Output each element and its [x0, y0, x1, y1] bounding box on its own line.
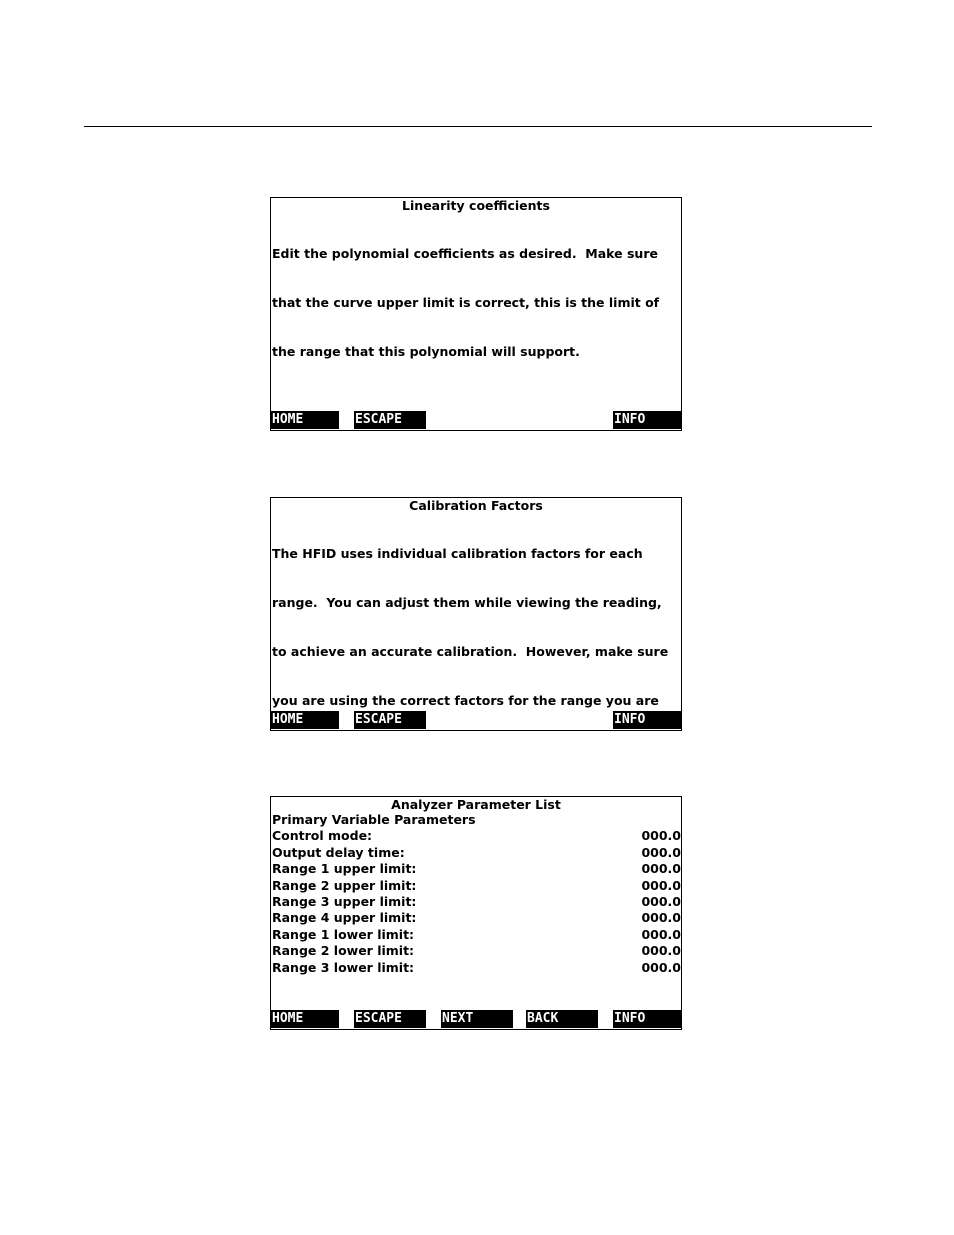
param-label: Range 4 upper limit:	[272, 910, 417, 926]
home-softkey[interactable]: HOME	[271, 711, 339, 729]
param-value: 000.0	[641, 943, 681, 959]
param-row-range1-upper[interactable]	[272, 861, 681, 877]
help-line: you are using the correct factors for the range you are	[272, 693, 659, 709]
info-softkey[interactable]: INFO	[613, 411, 682, 429]
calibration-factors-screen	[270, 497, 682, 731]
param-row-output-delay[interactable]	[272, 845, 681, 861]
param-row-control-mode[interactable]	[272, 828, 681, 844]
param-label: Control mode:	[272, 828, 373, 844]
escape-softkey[interactable]: ESCAPE	[354, 711, 426, 729]
header-rule	[84, 126, 872, 127]
param-row-range2-upper[interactable]	[272, 878, 681, 894]
param-value: 000.0	[641, 861, 681, 877]
help-line: Edit the polynomial coefficients as desired. Make sure	[272, 245, 658, 261]
help-line: The HFID uses individual calibration factors for each	[272, 545, 643, 561]
home-softkey[interactable]: HOME	[271, 1010, 339, 1028]
param-label: Output delay time:	[272, 844, 405, 860]
help-line: that the curve upper limit is correct, this is the limit of	[272, 295, 660, 311]
param-label: Range 2 lower limit:	[272, 943, 415, 959]
help-line: the range that this polynomial will support.	[272, 344, 580, 360]
param-row-range4-upper[interactable]	[272, 910, 681, 926]
help-line: range. You can adjust them while viewing the reading,	[272, 595, 662, 611]
param-value: 000.0	[641, 926, 681, 942]
help-line: to achieve an accurate calibration. However, make sure	[272, 644, 669, 660]
param-value: 000.0	[641, 828, 681, 844]
escape-softkey[interactable]: ESCAPE	[354, 411, 426, 429]
param-value: 000.0	[641, 893, 681, 909]
screen-title: Calibration Factors	[409, 498, 543, 513]
screen-title: Linearity coefficients	[402, 198, 550, 213]
home-softkey[interactable]: HOME	[271, 411, 339, 429]
param-value: 000.0	[641, 877, 681, 893]
param-row-range3-lower[interactable]	[272, 960, 681, 976]
parameter-list	[272, 812, 681, 976]
back-softkey[interactable]: BACK	[526, 1010, 598, 1028]
escape-softkey[interactable]: ESCAPE	[354, 1010, 426, 1028]
screen-title: Analyzer Parameter List	[391, 797, 561, 812]
info-softkey[interactable]: INFO	[613, 711, 682, 729]
param-value: 000.0	[641, 910, 681, 926]
section-subtitle	[272, 812, 681, 828]
param-label: Range 3 lower limit:	[272, 959, 415, 975]
help-text	[272, 513, 677, 731]
param-label: Range 3 upper limit:	[272, 893, 417, 909]
analyzer-parameter-list-screen	[270, 796, 682, 1030]
help-line	[272, 393, 677, 409]
info-softkey[interactable]: INFO	[613, 1010, 682, 1028]
param-row-range3-upper[interactable]	[272, 894, 681, 910]
param-row-range1-lower[interactable]	[272, 927, 681, 943]
param-value: 000.0	[641, 844, 681, 860]
help-text	[272, 213, 677, 431]
param-label: Range 2 upper limit:	[272, 877, 417, 893]
param-label: Range 1 lower limit:	[272, 926, 415, 942]
linearity-coefficients-screen	[270, 197, 682, 431]
next-softkey[interactable]: NEXT	[441, 1010, 513, 1028]
param-value: 000.0	[641, 959, 681, 975]
subtitle-label: Primary Variable Parameters	[272, 812, 476, 827]
param-row-range2-lower[interactable]	[272, 943, 681, 959]
param-label: Range 1 upper limit:	[272, 861, 417, 877]
